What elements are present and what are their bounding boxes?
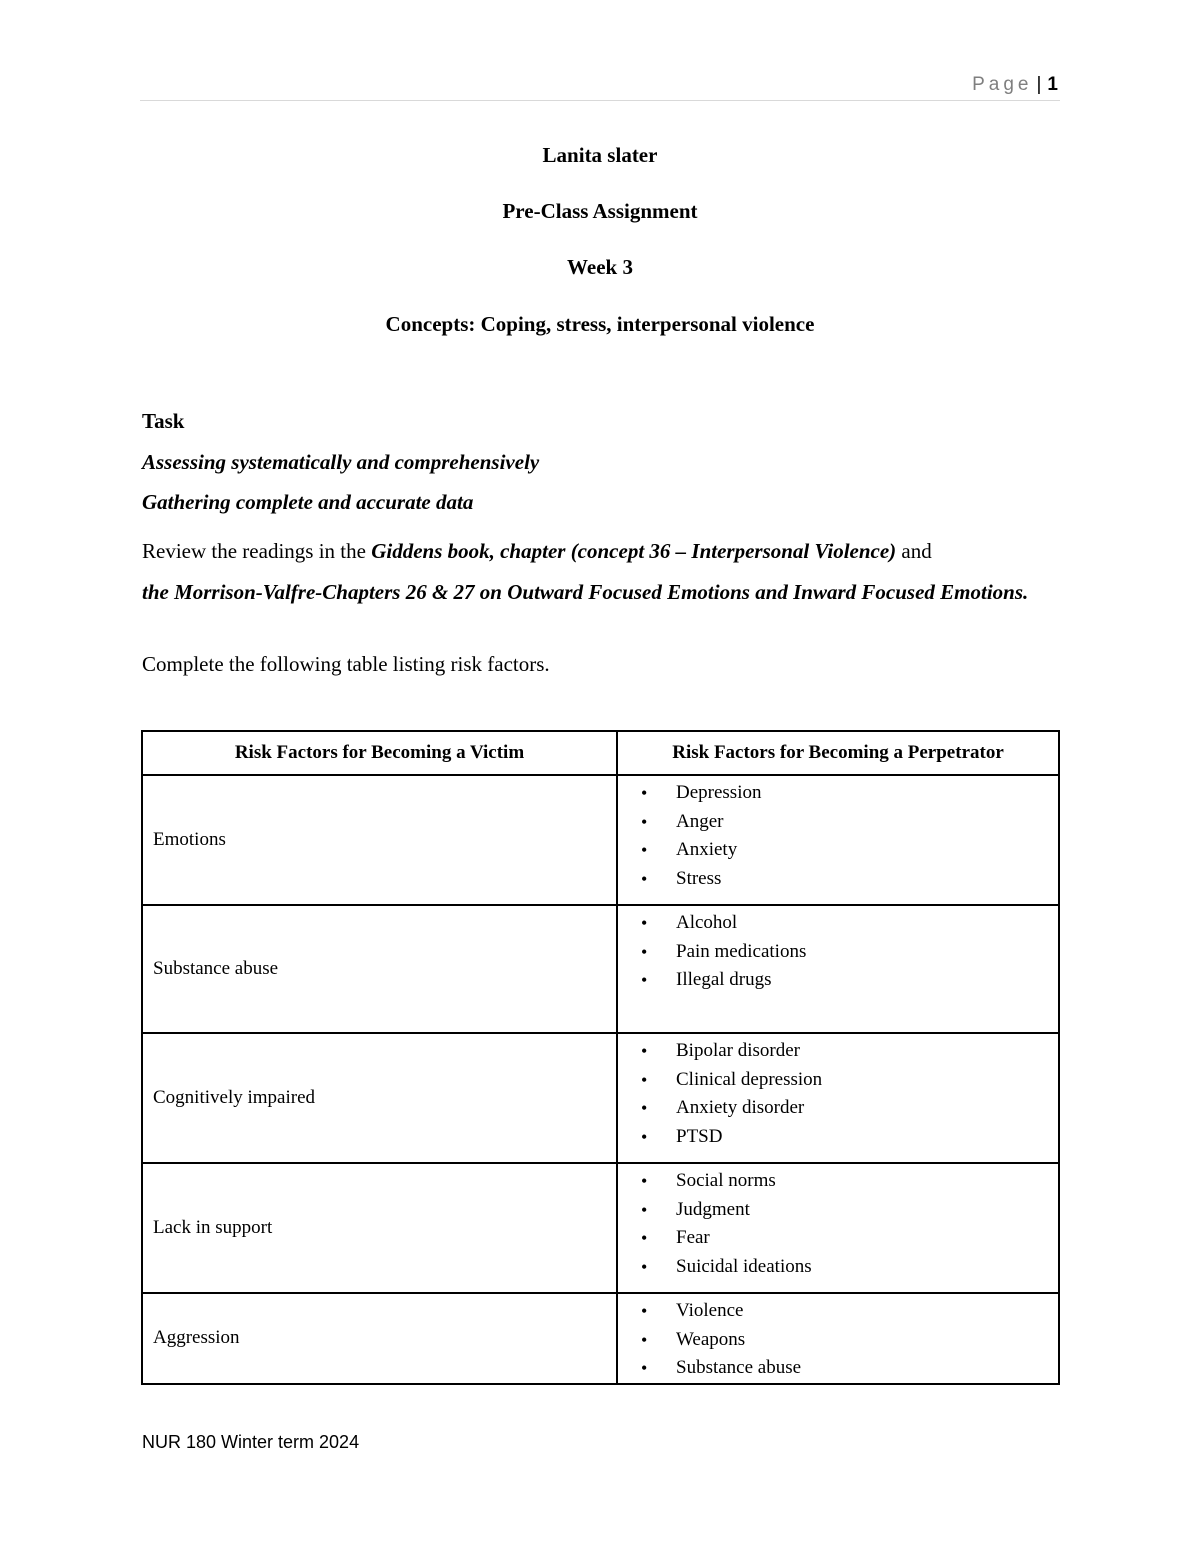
- risk-factors-table: [141, 730, 1060, 1385]
- list-item: • Depression: [676, 779, 1050, 808]
- perpetrator-factors: [617, 1163, 1059, 1293]
- page-word: Page: [972, 74, 1033, 95]
- perpetrator-factors: [617, 775, 1059, 905]
- list-item: • Weapons: [676, 1326, 1050, 1355]
- table-row: [142, 1163, 1059, 1293]
- table-instruction: Complete the following table listing risk factors.: [142, 652, 550, 676]
- victim-factor: Substance abuse: [142, 905, 617, 1033]
- list-item: • Anxiety disorder: [676, 1094, 1050, 1123]
- perpetrator-column-header: Risk Factors for Becoming a Perpetrator: [617, 731, 1059, 775]
- victim-factor: Cognitively impaired: [142, 1033, 617, 1163]
- task-line-assessing: Assessing systematically and comprehensively: [142, 450, 540, 474]
- giddens-reference: Giddens book, chapter (concept 36 – Interpersonal Violence): [371, 539, 897, 563]
- perpetrator-factors: [617, 1033, 1059, 1163]
- concepts-line: Concepts: Coping, stress, interpersonal violence: [385, 312, 815, 336]
- list-item: • Substance abuse: [676, 1354, 1050, 1383]
- list-item: • Pain medications: [676, 938, 1050, 967]
- victim-column-header: Risk Factors for Becoming a Victim: [142, 731, 617, 775]
- page-number-label: Page | 1: [972, 74, 1058, 95]
- task-line-gathering: Gathering complete and accurate data: [142, 490, 474, 514]
- table-row: [142, 1033, 1059, 1163]
- table-row: [142, 775, 1059, 905]
- review-instructions: Review the readings in the Giddens book, chapter (concept 36 – Interpersonal Violence) and the Morrison-Valfre-Chapters 26 & 27 on Outward Focused Emotions and Inward Focused Emotions.: [142, 539, 1029, 604]
- page-footer: NUR 180 Winter term 2024: [142, 1432, 360, 1452]
- list-item: • PTSD: [676, 1123, 1050, 1152]
- victim-factor: Emotions: [142, 775, 617, 905]
- list-item: • Bipolar disorder: [676, 1037, 1050, 1066]
- list-item: • Judgment: [676, 1196, 1050, 1225]
- morrison-reference: the Morrison-Valfre-Chapters 26 & 27 on Outward Focused Emotions and Inward Focused Emotions.: [142, 579, 1029, 604]
- week-label: Week 3: [567, 255, 633, 279]
- list-item: • Anxiety: [676, 836, 1050, 865]
- student-name: Lanita slater: [542, 143, 658, 167]
- perpetrator-factors: [617, 1293, 1059, 1384]
- table-header-row: [142, 731, 1059, 775]
- victim-factor: Lack in support: [142, 1163, 617, 1293]
- list-item: • Illegal drugs: [676, 966, 1050, 995]
- assignment-title: Pre-Class Assignment: [502, 199, 698, 223]
- list-item: • Social norms: [676, 1167, 1050, 1196]
- list-item: • Suicidal ideations: [676, 1253, 1050, 1282]
- table-row: [142, 905, 1059, 1033]
- list-item: • Violence: [676, 1297, 1050, 1326]
- task-heading: Task: [142, 409, 185, 433]
- list-item: • Anger: [676, 808, 1050, 837]
- perpetrator-factors: [617, 905, 1059, 1033]
- page-header: [140, 74, 1060, 101]
- table-row: [142, 1293, 1059, 1384]
- victim-factor: Aggression: [142, 1293, 617, 1384]
- list-item: • Stress: [676, 865, 1050, 894]
- list-item: • Fear: [676, 1224, 1050, 1253]
- list-item: • Clinical depression: [676, 1066, 1050, 1095]
- list-item: • Alcohol: [676, 909, 1050, 938]
- page-number: 1: [1047, 74, 1058, 95]
